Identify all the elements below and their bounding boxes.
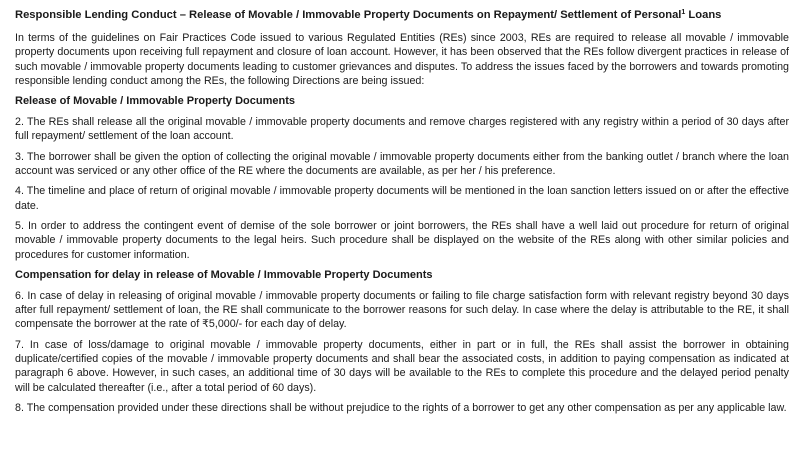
footnote-marker[interactable]: 1 xyxy=(681,9,686,16)
paragraph-7: 7. In case of loss/damage to original movable / immovable property documents, either in part or in full, the REs shall assist the borrower in obtaining duplicate/certified copies of the movable / immovable property documents and shall bear the associated costs, in addition to paying compensation as indicated at paragraph 6 above. However, in such cases, an additional time of 30 days will be available to the REs to complete this procedure and the delayed period penalty will be calculated thereafter (i.e., after a total period of 60 days). xyxy=(15,338,789,394)
document-title: Responsible Lending Conduct – Release of Movable / Immovable Property Documents on Repayment/ Settlement of Personal$^1$ Loans xyxy=(15,9,722,21)
section-heading-compensation: Compensation for delay in release of Movable / Immovable Property Documents xyxy=(15,268,433,281)
paragraph-4: 4. The timeline and place of return of original movable / immovable property documents will be mentioned in the loan sanction letters issued on or after the effective date. xyxy=(15,185,789,212)
paragraph-6: 6. In case of delay in releasing of original movable / immovable property documents or failing to file charge satisfaction form with relevant registry beyond 30 days after full repayment/ settlement of loan, the RE shall communicate to the borrower reasons for such delay. In case where the delay is attributable to the RE, it shall compensate the borrower at the rate of ₹5,000/- for each day of delay. xyxy=(15,289,789,331)
paragraph-3: 3. The borrower shall be given the option of collecting the original movable / immovable property documents either from the banking outlet / branch where the loan account was serviced or any other office of the RE where the documents are available, as per her / his preference. xyxy=(15,150,789,178)
section-heading-release: Release of Movable / Immovable Property Documents xyxy=(15,95,295,108)
paragraph-2: 2. The REs shall release all the original movable / immovable property documents and remove charges registered with any registry within a period of 30 days after full repayment/ settlement of the loan account. xyxy=(15,116,789,143)
paragraph-5: 5. In order to address the contingent event of demise of the sole borrower or joint borrowers, the REs shall have a well laid out procedure for return of original movable / immovable property documents to the legal heirs. Such procedure shall be displayed on the website of the REs along with other similar policies and procedures for customer information. xyxy=(15,219,789,261)
intro-paragraph: In terms of the guidelines on Fair Practices Code issued to various Regulated Entities (REs) since 2003, REs are required to release all movable / immovable property documents upon receiving full repayment and closure of loan account. However, it has been observed that the REs follow divergent practices in release of such movable / immovable property documents leading to customer grievances and disputes. To address the issues faced by the borrowers and towards promoting responsible lending conduct among the REs, the following Directions are being issued: xyxy=(15,32,789,87)
paragraph-8: 8. The compensation provided under these directions shall be without prejudice to the rights of a borrower to get any other compensation as per any applicable law. xyxy=(15,401,787,414)
